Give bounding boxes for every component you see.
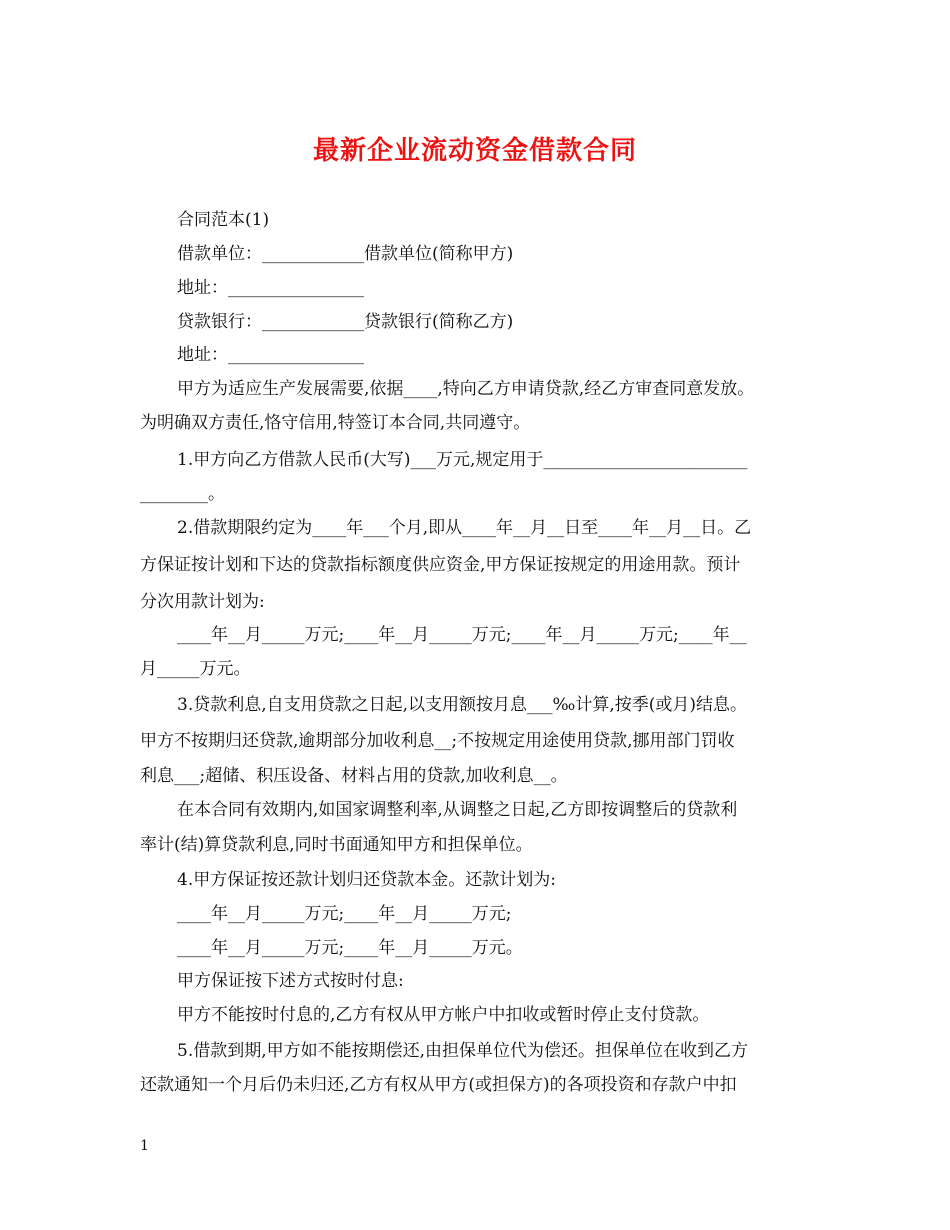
text-line: ____年__月_____万元;____年__月_____万元;____年__月_____万元;____年__ [177,625,747,645]
text-line: 甲方不按期归还贷款,逾期部分加收利息__;不按规定用途使用贷款,挪用部门罚收 [140,731,735,751]
text-line: 借款单位：____________借款单位(简称甲方) [177,244,514,264]
text-line: 月_____万元。 [140,659,251,679]
text-line: 2.借款期限约定为____年___个月,即从____年__月__日至____年__月__日。乙 [177,518,752,538]
text-line: 贷款银行：____________贷款银行(简称乙方) [177,312,514,332]
text-line: 分次用款计划为: [140,592,265,612]
text-line: 为明确双方责任,恪守信用,特签订本合同,共同遵守。 [140,413,531,433]
text-line: 5.借款到期,甲方如不能按期偿还,由担保单位代为偿还。担保单位在收到乙方 [177,1041,749,1061]
text-line: 地址：________________ [177,278,364,298]
text-line: 甲方不能按时付息的,乙方有权从甲方帐户中扣收或暂时停止支付贷款。 [177,1005,710,1025]
text-line: 1.甲方向乙方借款人民币(大写)___万元,规定用于________________________ [177,450,748,470]
text-line: 方保证按计划和下达的贷款指标额度供应资金,甲方保证按规定的用途用款。预计 [140,555,741,575]
text-line: 甲方保证按下述方式按时付息: [177,971,404,991]
text-line: 4.甲方保证按还款计划归还贷款本金。还款计划为: [177,870,556,890]
page-number: 1 [140,1138,149,1154]
text-line: 在本合同有效期内,如国家调整利率,从调整之日起,乙方即按调整后的贷款利 [177,800,738,820]
text-line: 率计(结)算贷款利息,同时书面通知甲方和担保单位。 [140,835,533,855]
text-line: 地址：________________ [177,345,364,365]
text-line: 3.贷款利息,自支用贷款之日起,以支用额按月息___‰计算,按季(或月)结息。 [177,695,748,715]
text-line: 还款通知一个月后仍未归还,乙方有权从甲方(或担保方)的各项投资和存款户中扣 [140,1075,737,1095]
text-line: 合同范本(1) [177,210,270,230]
text-line: 利息___;超储、积压设备、材料占用的贷款,加收利息__。 [140,766,568,786]
document-title: 最新企业流动资金借款合同 [312,136,637,166]
text-line: ____年__月_____万元;____年__月_____万元。 [177,938,523,958]
text-line: ____年__月_____万元;____年__月_____万元; [177,904,512,924]
text-line: ________。 [140,484,225,504]
text-line: 甲方为适应生产发展需要,依据____,特向乙方申请贷款,经乙方审查同意发放。 [177,379,755,399]
